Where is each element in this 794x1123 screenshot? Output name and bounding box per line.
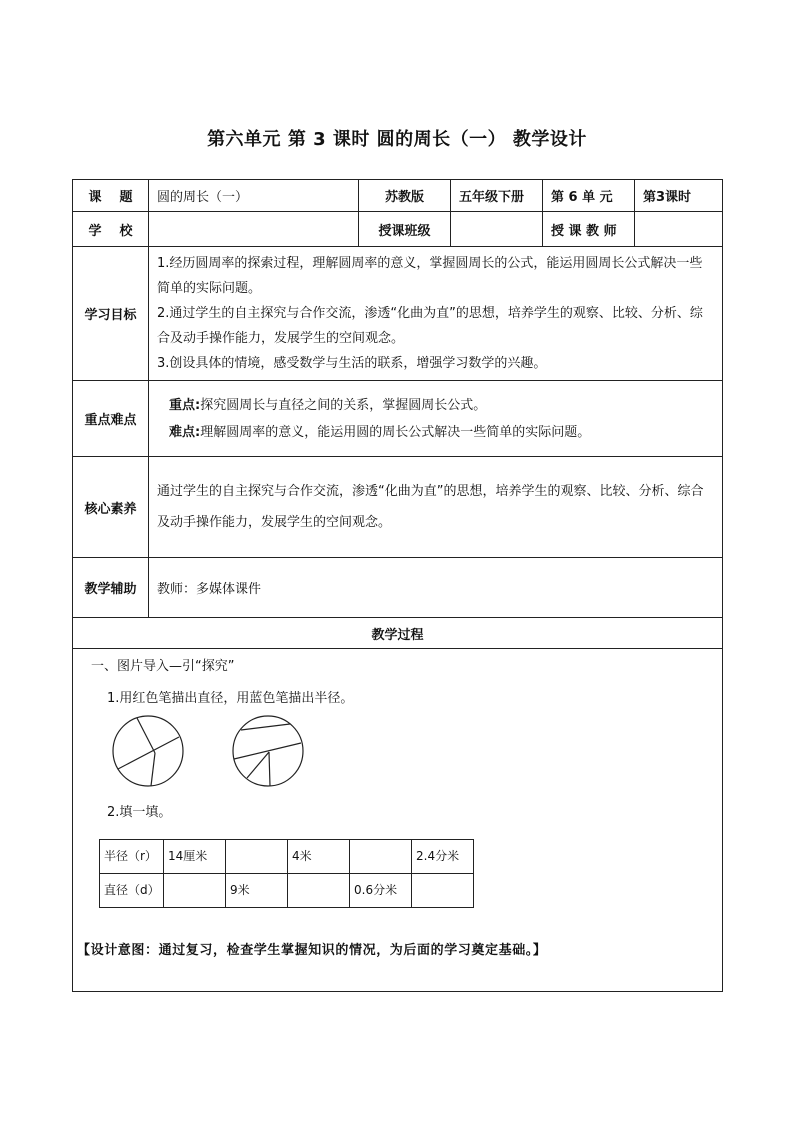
core-content [149,457,723,558]
core-label: 核心素养 [73,457,149,558]
diameter-cell [412,874,474,908]
keypoints-content [149,381,723,457]
keypoints-label: 重点难点 [73,381,149,457]
circle-figure-1 [113,716,183,786]
grade: 五年级下册 [451,180,543,212]
question-2: 2.填一填。 [107,805,172,820]
goal-1: 1.经历圆周率的探索过程，理解圆周率的意义，掌握圆周长的公式，能运用圆周长公式解决一些简单的实际问题。 [157,256,703,296]
document-title: 第六单元 第 3 课时 圆的周长（一） 教学设计 [207,129,587,150]
goals-label: 学习目标 [73,247,149,381]
radius-cell: 2.4分米 [412,840,474,874]
key-head: 重点: [169,397,201,413]
fill-table [99,839,474,908]
class-value [451,212,543,247]
diameter-cell: 0.6分米 [350,874,412,908]
goals-content [149,247,723,381]
topic-label: 课 题 [73,180,149,212]
teacher-value [635,212,723,247]
section-title: 一、图片导入—引“探究” [91,659,235,674]
key-text: 探究圆周长与直径之间的关系，掌握圆周长公式。 [200,397,487,413]
radius-cell: 14厘米 [164,840,226,874]
diameter-label: 直径（d） [100,874,164,908]
school-value [149,212,359,247]
question-1: 1.用红色笔描出直径，用蓝色笔描出半径。 [107,691,354,706]
radius-cell [226,840,288,874]
process-header: 教学过程 [73,618,723,649]
school-label: 学 校 [73,212,149,247]
design-intent: 【设计意图：通过复习，检查学生掌握知识的情况，为后面的学习奠定基础。】 [77,943,547,958]
radius-cell [350,840,412,874]
goal-3: 3.创设具体的情境，感受数学与生活的联系，增强学习数学的兴趣。 [157,356,547,371]
diff-text: 理解圆周率的意义，能运用圆的周长公式解决一些简单的实际问题。 [200,424,591,440]
radius-cell: 4米 [288,840,350,874]
core-text: 通过学生的自主探究与合作交流，渗透“化曲为直”的思想，培养学生的观察、比较、分析、综合及动手操作能力，发展学生的空间观念。 [157,484,704,530]
class-label: 授课班级 [359,212,451,247]
circle-figure-2 [233,716,303,786]
aids-text: 教师：多媒体课件 [149,558,723,618]
diameter-cell [164,874,226,908]
topic-value: 圆的周长（一） [149,180,359,212]
diameter-cell: 9米 [226,874,288,908]
process-body [73,649,723,992]
diff-head: 难点: [169,424,201,440]
diameter-cell [288,874,350,908]
unit: 第 6 单 元 [543,180,635,212]
publisher: 苏教版 [359,180,451,212]
lesson: 第3课时 [635,180,723,212]
goal-2: 2.通过学生的自主探究与合作交流，渗透“化曲为直”的思想，培养学生的观察、比较、分析、综合及动手操作能力，发展学生的空间观念。 [157,306,703,346]
radius-label: 半径（r） [100,840,164,874]
circle-figures [109,713,349,793]
aids-label: 教学辅助 [73,558,149,618]
teacher-label: 授 课 教 师 [543,212,635,247]
lesson-plan-table [72,179,723,992]
